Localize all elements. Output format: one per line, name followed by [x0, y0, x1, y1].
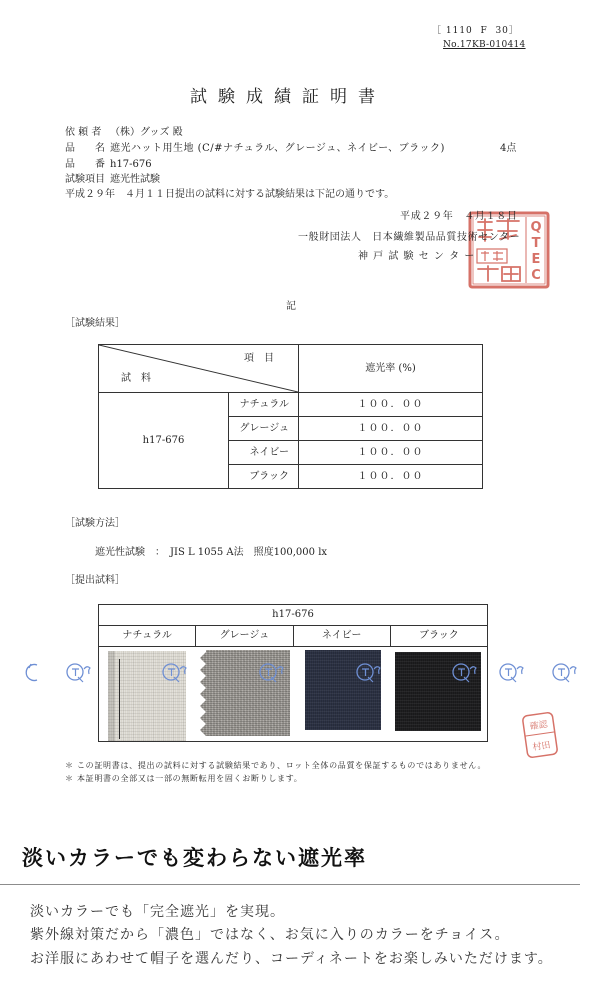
client-value: （株）グッズ 殿 — [110, 127, 183, 138]
table-row — [99, 393, 483, 417]
q-logo-ring — [553, 664, 569, 680]
q-logo-mark — [558, 667, 576, 682]
results-table — [98, 344, 483, 489]
promo-line: 淡いカラーでも「完全遮光」を実現。 — [30, 904, 285, 920]
product-number-label: 品 番 — [65, 159, 105, 170]
method-section-label: ［試験方法］ — [65, 518, 125, 529]
swatch-label: ナチュラル — [99, 626, 196, 646]
method-text: 遮光性試験 ： JIS L 1055 A法 照度100,000 lx — [95, 547, 328, 558]
value-cell: １００．００ — [299, 393, 483, 417]
color-cell: ナチュラル — [229, 393, 299, 417]
check-seal-bottom: 村田 — [532, 740, 552, 754]
swatch-label: ブラック — [418, 630, 459, 641]
corner-wrap — [99, 345, 298, 392]
results-header-row — [99, 345, 483, 393]
submission-statement: 平成２９年 ４月１１日提出の試料に対する試験結果は下記の通りです。 — [65, 189, 395, 200]
q-logo-icon — [500, 664, 523, 682]
footnote: ＊ この証明書は、提出の試料に対する試験結果であり、ロット全体の品質を保証するものではありません。 — [65, 761, 487, 770]
color-cell: ブラック — [229, 465, 299, 489]
q-logo-mark — [72, 667, 90, 682]
issuer-organization: 一般財団法人 日本繊維製品品質技術センター — [298, 232, 521, 243]
seal-glyph-strokes — [478, 219, 520, 281]
header-value-label: 遮光率 (%) — [299, 345, 483, 393]
form-code: ［ 1110 F 30］ — [432, 26, 519, 36]
fabric-swatch-black — [395, 652, 481, 731]
footnote: ＊ 本証明書の全部又は一部の無断転用を固くお断りします。 — [65, 774, 303, 783]
promo-line: 紫外線対策だから「濃色」ではなく、お気に入りのカラーをチョイス。 — [30, 927, 510, 943]
header-item-label: 項 目 — [244, 353, 274, 364]
document-title: 試験成績証明書 — [190, 87, 386, 107]
issuer-center: 神 戸 試 験 セ ン タ ー — [358, 251, 476, 262]
fabric-swatch-navy — [305, 650, 381, 730]
fabric-swatch-natural — [108, 651, 186, 741]
color-cell: グレージュ — [229, 417, 299, 441]
header-sample-label: 試 料 — [121, 373, 151, 384]
ki-mark: 記 — [286, 301, 296, 312]
partial-logo-icon — [26, 664, 37, 681]
stitch-line — [119, 659, 120, 739]
q-logo-icon — [67, 664, 90, 682]
client-label: 依 頼 者 — [65, 127, 102, 138]
product-number-value: h17-676 — [110, 159, 152, 170]
results-header-corner — [99, 345, 299, 393]
swatch-label: ネイビー — [294, 626, 391, 646]
check-seal-top: 確認 — [529, 719, 549, 733]
certificate-number: No.17KB-010414 — [443, 40, 526, 50]
test-item-value: 遮光性試験 — [110, 174, 160, 185]
product-value: 遮光ハット用生地 (C/#ナチュラル、グレージュ、ネイビー、ブラック) — [110, 143, 445, 154]
samples-label-row — [99, 626, 487, 647]
promo-line: お洋服にあわせて帽子を選んだり、コーディネートをお楽しみいただけます。 — [30, 951, 553, 967]
check-seal-divider — [525, 732, 555, 736]
seal-inner-strokes — [481, 251, 503, 261]
value-cell: １００．００ — [299, 441, 483, 465]
promo-divider — [0, 884, 580, 885]
value-cell: １００．００ — [299, 465, 483, 489]
color-cell: ネイビー — [229, 441, 299, 465]
fabric-swatch-greige — [200, 650, 290, 736]
value-cell: １００．００ — [299, 417, 483, 441]
promo-heading: 淡いカラーでも変わらない遮光率 — [22, 845, 367, 870]
samples-section-label: ［提出試料］ — [65, 575, 125, 586]
seal-letter: E — [531, 252, 541, 267]
seal-inner-box — [477, 249, 507, 263]
swatch-edge — [108, 651, 115, 741]
q-logo-mark — [505, 667, 523, 682]
product-label: 品 名 — [65, 143, 105, 154]
test-item-label: 試験項目 — [65, 174, 105, 185]
samples-id-row: h17-676 — [99, 605, 487, 626]
sample-id-cell: h17-676 — [99, 393, 229, 489]
product-count: 4点 — [500, 143, 517, 154]
seal-letter: Q — [530, 220, 542, 235]
q-logo-ring — [500, 664, 516, 680]
check-seal — [520, 710, 560, 760]
q-logo-ring — [67, 664, 83, 680]
swatch-label: グレージュ — [196, 626, 293, 646]
results-section-label: ［試験結果］ — [65, 318, 125, 329]
seal-letter: C — [531, 268, 541, 283]
check-seal-body — [522, 712, 558, 758]
issue-date: 平成２９年 ４月１８日 — [400, 211, 518, 222]
seal-letter: T — [531, 236, 541, 251]
q-logo-icon — [553, 664, 576, 682]
